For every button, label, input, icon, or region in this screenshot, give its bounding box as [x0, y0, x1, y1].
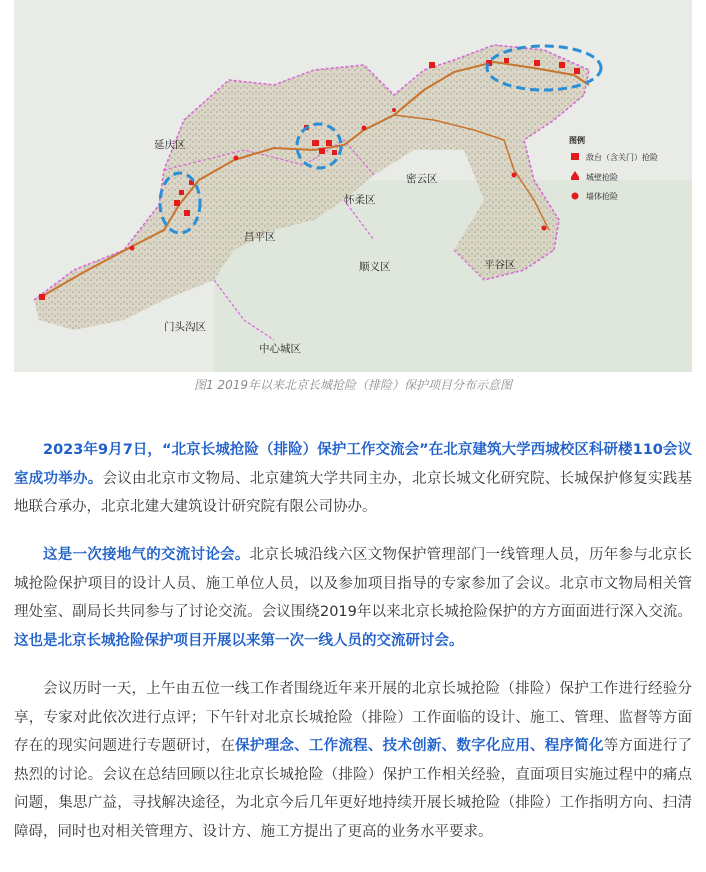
district-label-miyun: 密云区	[406, 173, 438, 185]
legend-tower-icon	[571, 153, 579, 160]
figure-caption: 图1 2019年以来北京长城抢险（排险）保护项目分布示意图	[194, 378, 512, 392]
map-figure	[14, 0, 692, 372]
legend-title: 图例	[569, 136, 585, 145]
paragraph-3-highlight: 保护理念、工作流程、技术创新、数字化应用、程序简化	[235, 738, 604, 754]
paragraph-1	[14, 436, 692, 522]
paragraph-3-after: 等方面进行了热烈的讨论。会议在总结回顾以往北京长城抢险（排险）保护工作相关经验，直面项目实施过程中的痛点问题，集思广益，寻找解决途径，为北京今后几年更好地持续开展长城抢险（排险）工作指明方向、扫清障碍，同时也对相关管理方、设计方、施工方提出了更高的业务水平要求。	[14, 738, 693, 840]
legend-dot-icon	[572, 193, 579, 200]
paragraph-1-rest: 会议由北京市文物局、北京建筑大学共同主办，北京长城文化研究院、长城保护修复实践基地联合承办，北京北建大建筑设计研究院有限公司协办。	[14, 470, 692, 515]
paragraph-2-tail: 这也是北京长城抢险保护项目开展以来第一次一线人员的交流研讨会。	[14, 632, 464, 649]
paragraph-3	[14, 675, 692, 846]
paragraph-3-before: 会议历时一天，上午由五位一线工作者围绕近年来开展的北京长城抢险（排险）保护工作进行经验分享，专家对此依次进行点评；下午针对北京长城抢险（排险）工作面临的设计、施工、管理、监督等方面存在的现实问题进行专题研讨，在	[14, 681, 692, 754]
district-label-mentougou: 门头沟区	[164, 321, 206, 333]
map-svg	[14, 0, 692, 372]
paragraph-2	[14, 541, 692, 655]
paragraph-2-lead: 这是一次接地气的交流讨论会。	[43, 547, 250, 563]
paragraph-1-lead: 2023年9月7日，“北京长城抢险（排险）保护工作交流会”在北京建筑大学西城校区科研楼110会议室成功举办。	[14, 442, 692, 487]
paragraph-2-middle: 北京长城沿线六区文物保护管理部门一线管理人员，历年参与北京长城抢险保护项目的设计人员、施工单位人员，以及参加项目指导的专家参加了会议。北京市文物局相关管理处室、副局长共同参与了讨论交流。会议围绕2019年以来北京长城抢险保护的方方面面进行深入交流。	[14, 547, 693, 620]
district-label-shunyi: 顺义区	[359, 261, 391, 273]
district-label-yanqing: 延庆区	[154, 139, 186, 151]
legend-label-house: 城壁抢险	[586, 173, 618, 182]
district-label-pinggu: 平谷区	[484, 259, 516, 271]
legend-label-tower: 敌台（含关门）抢险	[586, 153, 658, 162]
district-label-changping: 昌平区	[244, 231, 276, 243]
legend-label-dot: 墙体抢险	[586, 192, 618, 201]
district-label-huairou: 怀柔区	[344, 194, 376, 206]
district-label-central: 中心城区	[259, 343, 301, 355]
